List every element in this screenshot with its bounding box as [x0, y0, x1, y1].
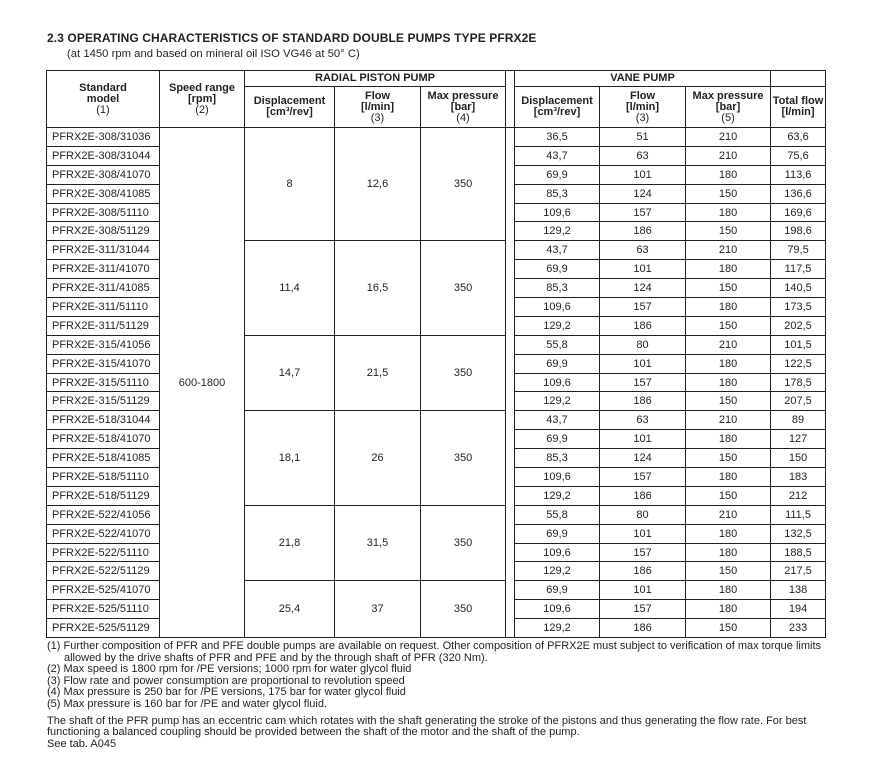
cell-radial-press: 350: [421, 128, 506, 241]
cell-vane-flow: 186: [600, 222, 686, 241]
cell-vane-flow: 63: [600, 146, 686, 165]
cell-total-flow: 127: [771, 430, 826, 449]
cell-vane-displacement: 129,2: [515, 619, 600, 638]
cell-vane-displacement: 69,9: [515, 165, 600, 184]
cell-total-flow: 101,5: [771, 335, 826, 354]
cell-model: PFRX2E-311/41085: [47, 279, 160, 298]
cell-total-flow: 111,5: [771, 505, 826, 524]
cell-vane-max-pressure: 150: [686, 316, 771, 335]
cell-total-flow: 183: [771, 468, 826, 487]
cell-vane-flow: 157: [600, 203, 686, 222]
cell-radial-disp: 25,4: [245, 581, 335, 638]
cell-total-flow: 89: [771, 411, 826, 430]
cell-total-flow: 178,5: [771, 373, 826, 392]
cell-vane-displacement: 109,6: [515, 600, 600, 619]
cell-vane-displacement: 69,9: [515, 354, 600, 373]
cell-vane-flow: 101: [600, 581, 686, 600]
cell-vane-displacement: 36,5: [515, 128, 600, 147]
footnote: (2) Max speed is 1800 rpm for /PE versions; 1000 rpm for water glycol fluid: [47, 663, 412, 676]
cell-vane-displacement: 43,7: [515, 411, 600, 430]
cell-radial-disp: 11,4: [245, 241, 335, 335]
cell-vane-max-pressure: 180: [686, 600, 771, 619]
cell-vane-displacement: 69,9: [515, 430, 600, 449]
cell-radial-press: 350: [421, 411, 506, 505]
cell-total-flow: 136,6: [771, 184, 826, 203]
cell-vane-max-pressure: 210: [686, 335, 771, 354]
cell-total-flow: 140,5: [771, 279, 826, 298]
header-total-flow: Total flow [l/min]: [771, 87, 826, 128]
footnotes: [47, 641, 847, 750]
cell-radial-flow: 37: [335, 581, 421, 638]
header-radial-displacement: Displacement [cm³/rev]: [245, 87, 335, 128]
cell-vane-max-pressure: 150: [686, 184, 771, 203]
cell-vane-displacement: 85,3: [515, 184, 600, 203]
cell-model: PFRX2E-315/41070: [47, 354, 160, 373]
cell-total-flow: 132,5: [771, 524, 826, 543]
cell-vane-max-pressure: 180: [686, 165, 771, 184]
cell-vane-displacement: 129,2: [515, 222, 600, 241]
footnote: (5) Max pressure is 160 bar for /PE and water glycol fluid.: [47, 697, 328, 710]
cell-total-flow: 194: [771, 600, 826, 619]
cell-vane-max-pressure: 180: [686, 468, 771, 487]
cell-vane-displacement: 109,6: [515, 543, 600, 562]
see-tab-reference: See tab. A045: [47, 737, 117, 750]
cell-model: PFRX2E-518/51129: [47, 486, 160, 505]
cell-model: PFRX2E-311/41070: [47, 260, 160, 279]
cell-vane-flow: 186: [600, 392, 686, 411]
cell-vane-flow: 157: [600, 600, 686, 619]
header-radial-flow: Flow [l/min] (3): [335, 87, 421, 128]
header-speed-range: Speed range [rpm] (2): [160, 71, 245, 128]
cell-model: PFRX2E-311/51129: [47, 316, 160, 335]
cell-vane-max-pressure: 150: [686, 562, 771, 581]
cell-model: PFRX2E-518/41085: [47, 449, 160, 468]
cell-total-flow: 173,5: [771, 298, 826, 317]
cell-vane-flow: 186: [600, 486, 686, 505]
cell-total-flow: 117,5: [771, 260, 826, 279]
cell-model: PFRX2E-308/41085: [47, 184, 160, 203]
cell-vane-flow: 80: [600, 505, 686, 524]
cell-model: PFRX2E-308/41070: [47, 165, 160, 184]
cell-total-flow: 217,5: [771, 562, 826, 581]
cell-total-flow: 212: [771, 486, 826, 505]
cell-vane-max-pressure: 180: [686, 203, 771, 222]
cell-total-flow: 79,5: [771, 241, 826, 260]
cell-vane-flow: 124: [600, 279, 686, 298]
cell-total-flow: 233: [771, 619, 826, 638]
cell-vane-flow: 186: [600, 562, 686, 581]
cell-vane-flow: 157: [600, 468, 686, 487]
cell-vane-displacement: 43,7: [515, 241, 600, 260]
cell-vane-max-pressure: 180: [686, 430, 771, 449]
cell-model: PFRX2E-315/51129: [47, 392, 160, 411]
cell-vane-flow: 80: [600, 335, 686, 354]
cell-total-flow: 75,6: [771, 146, 826, 165]
cell-vane-max-pressure: 210: [686, 146, 771, 165]
group-blank: [771, 71, 826, 87]
cell-vane-displacement: 109,6: [515, 468, 600, 487]
cell-vane-max-pressure: 150: [686, 222, 771, 241]
cell-radial-flow: 16,5: [335, 241, 421, 335]
cell-total-flow: 207,5: [771, 392, 826, 411]
footnote: (1) Further composition of PFR and PFE double pumps are available on request. Other composition of PFRX2E must subject to verification of max torque limits allowed by the drive shafts of PFR and PFE and by the through shaft of PFR (320 Nm).: [47, 640, 822, 664]
cell-total-flow: 169,6: [771, 203, 826, 222]
cell-vane-flow: 157: [600, 298, 686, 317]
cell-vane-flow: 63: [600, 241, 686, 260]
cell-model: PFRX2E-518/51110: [47, 468, 160, 487]
cell-model: PFRX2E-308/31044: [47, 146, 160, 165]
cell-vane-max-pressure: 150: [686, 619, 771, 638]
cell-model: PFRX2E-522/51129: [47, 562, 160, 581]
cell-vane-displacement: 109,6: [515, 298, 600, 317]
pump-characteristics-table: [46, 70, 826, 638]
cell-model: PFRX2E-311/31044: [47, 241, 160, 260]
footnote: (4) Max pressure is 250 bar for /PE versions, 175 bar for water glycol fluid: [47, 686, 406, 699]
cell-model: PFRX2E-522/41070: [47, 524, 160, 543]
cell-radial-disp: 18,1: [245, 411, 335, 505]
group-vane-pump: VANE PUMP: [515, 71, 771, 87]
cell-vane-flow: 101: [600, 165, 686, 184]
cell-vane-max-pressure: 180: [686, 298, 771, 317]
cell-vane-displacement: 129,2: [515, 486, 600, 505]
header-standard-model: Standard model (1): [47, 71, 160, 128]
cell-vane-flow: 101: [600, 354, 686, 373]
cell-vane-flow: 124: [600, 184, 686, 203]
cell-vane-max-pressure: 150: [686, 486, 771, 505]
cell-model: PFRX2E-518/31044: [47, 411, 160, 430]
cell-radial-press: 350: [421, 505, 506, 581]
cell-vane-max-pressure: 150: [686, 392, 771, 411]
cell-model: PFRX2E-315/51110: [47, 373, 160, 392]
cell-vane-displacement: 85,3: [515, 279, 600, 298]
cell-vane-displacement: 69,9: [515, 524, 600, 543]
table-body: [47, 128, 826, 638]
cell-vane-max-pressure: 180: [686, 543, 771, 562]
cell-vane-flow: 101: [600, 260, 686, 279]
cell-total-flow: 122,5: [771, 354, 826, 373]
cell-vane-max-pressure: 210: [686, 411, 771, 430]
cell-radial-flow: 21,5: [335, 335, 421, 411]
cell-radial-disp: 21,8: [245, 505, 335, 581]
cell-vane-displacement: 129,2: [515, 392, 600, 411]
cell-model: PFRX2E-522/51110: [47, 543, 160, 562]
group-radial-piston-pump: RADIAL PISTON PUMP: [245, 71, 506, 87]
cell-model: PFRX2E-311/51110: [47, 298, 160, 317]
cell-vane-flow: 186: [600, 619, 686, 638]
cell-radial-flow: 31,5: [335, 505, 421, 581]
footnote: (3) Flow rate and power consumption are proportional to revolution speed: [47, 674, 405, 687]
cell-vane-displacement: 43,7: [515, 146, 600, 165]
cell-model: PFRX2E-525/51110: [47, 600, 160, 619]
cell-model: PFRX2E-518/41070: [47, 430, 160, 449]
cell-model: PFRX2E-308/51129: [47, 222, 160, 241]
cell-vane-displacement: 129,2: [515, 316, 600, 335]
cell-vane-flow: 157: [600, 543, 686, 562]
cell-radial-press: 350: [421, 335, 506, 411]
cell-model: PFRX2E-525/41070: [47, 581, 160, 600]
cell-radial-disp: 8: [245, 128, 335, 241]
cell-total-flow: 113,6: [771, 165, 826, 184]
header-vane-max-pressure: Max pressure [bar] (5): [686, 87, 771, 128]
cell-vane-max-pressure: 210: [686, 505, 771, 524]
cell-vane-displacement: 69,9: [515, 260, 600, 279]
header-vane-displacement: Displacement [cm³/rev]: [515, 87, 600, 128]
cell-vane-displacement: 55,8: [515, 505, 600, 524]
column-spacer: [506, 71, 515, 128]
table-row: [47, 128, 826, 147]
cell-vane-displacement: 85,3: [515, 449, 600, 468]
cell-speed-range: 600-1800: [160, 128, 245, 638]
header-vane-flow: Flow [l/min] (3): [600, 87, 686, 128]
cell-model: PFRX2E-525/51129: [47, 619, 160, 638]
cell-vane-max-pressure: 180: [686, 354, 771, 373]
cell-vane-flow: 101: [600, 430, 686, 449]
cell-model: PFRX2E-522/41056: [47, 505, 160, 524]
section-subtitle: (at 1450 rpm and based on mineral oil ISO VG46 at 50° C): [67, 48, 360, 60]
cell-model: PFRX2E-308/51110: [47, 203, 160, 222]
cell-radial-disp: 14,7: [245, 335, 335, 411]
cell-total-flow: 198,6: [771, 222, 826, 241]
cell-model: PFRX2E-315/41056: [47, 335, 160, 354]
cell-radial-flow: 26: [335, 411, 421, 505]
cell-vane-max-pressure: 150: [686, 279, 771, 298]
cell-total-flow: 138: [771, 581, 826, 600]
cell-vane-max-pressure: 180: [686, 373, 771, 392]
cell-vane-max-pressure: 180: [686, 581, 771, 600]
shaft-remark: The shaft of the PFR pump has an eccentric cam which rotates with the shaft generating the stroke of the pistons and thus generating the flow rate. For best functioning a balanced coupling should be provided between the shaft of the motor and the shaft of the pump.: [47, 714, 807, 739]
cell-radial-press: 350: [421, 581, 506, 638]
column-spacer-cell: [506, 128, 515, 638]
cell-vane-displacement: 69,9: [515, 581, 600, 600]
cell-vane-flow: 186: [600, 316, 686, 335]
cell-total-flow: 150: [771, 449, 826, 468]
cell-total-flow: 188,5: [771, 543, 826, 562]
cell-vane-flow: 51: [600, 128, 686, 147]
cell-vane-flow: 157: [600, 373, 686, 392]
cell-vane-max-pressure: 180: [686, 260, 771, 279]
cell-vane-max-pressure: 180: [686, 524, 771, 543]
cell-vane-flow: 63: [600, 411, 686, 430]
cell-vane-max-pressure: 150: [686, 449, 771, 468]
cell-vane-flow: 124: [600, 449, 686, 468]
cell-vane-displacement: 129,2: [515, 562, 600, 581]
cell-vane-displacement: 109,6: [515, 373, 600, 392]
cell-radial-press: 350: [421, 241, 506, 335]
cell-total-flow: 202,5: [771, 316, 826, 335]
cell-vane-max-pressure: 210: [686, 241, 771, 260]
section-title: 2.3 OPERATING CHARACTERISTICS OF STANDARD DOUBLE PUMPS TYPE PFRX2E: [47, 31, 537, 45]
header-radial-max-pressure: Max pressure [bar] (4): [421, 87, 506, 128]
cell-model: PFRX2E-308/31036: [47, 128, 160, 147]
cell-total-flow: 63,6: [771, 128, 826, 147]
cell-vane-displacement: 55,8: [515, 335, 600, 354]
cell-vane-flow: 101: [600, 524, 686, 543]
cell-vane-displacement: 109,6: [515, 203, 600, 222]
cell-vane-max-pressure: 210: [686, 128, 771, 147]
cell-radial-flow: 12,6: [335, 128, 421, 241]
